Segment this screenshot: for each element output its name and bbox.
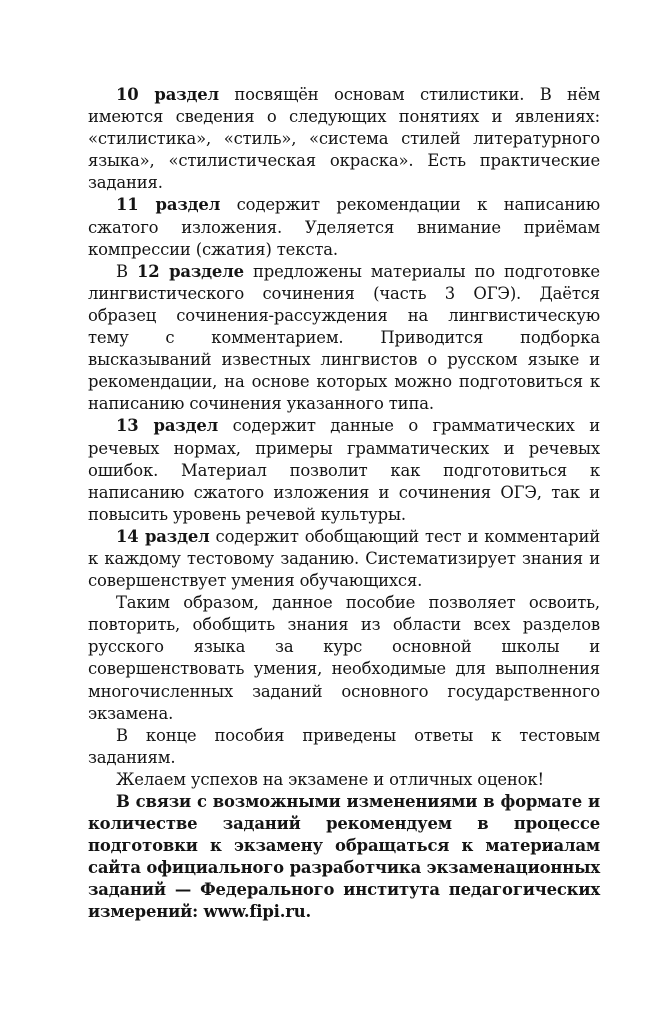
paragraph-section-11 (88, 194, 600, 260)
paragraph-section-12 (88, 261, 600, 416)
section-12-pre: В (116, 261, 137, 281)
section-13-lead: 13 раздел (116, 416, 219, 436)
paragraph-summary: Таким образом, данное пособие позволяет освоить, повторить, обобщить знания из области всех разделов русского языка за курс основной школы и совершенствовать умения, необходимые для выполнения многочисленных заданий основного государственного экзамена. (88, 593, 600, 723)
section-14-lead: 14 раздел (116, 526, 210, 546)
section-11-lead: 11 раздел (116, 195, 221, 215)
paragraph-answers: В конце пособия приведены ответы к тестовым заданиям. (88, 725, 600, 767)
section-11-text: содержит рекомендации к написанию сжатого изложения. Уделяется внимание приёмам компрессии (сжатия) текста. (88, 195, 600, 259)
paragraph-notice: В связи с возможными изменениями в формате и количестве заданий рекомендуем в процессе подготовки к экзамену обращаться к материалам сайта официального разработчика экзаменационных заданий — Федерального института педагогических измерений: www.fipi.ru. (88, 792, 600, 922)
paragraph-wishes: Желаем успехов на экзамене и отличных оценок! (116, 769, 544, 789)
section-12-text: предложены материалы по подготовке лингвистического сочинения (часть 3 ОГЭ). Даётся образец сочинения-рассуждения на лингвистическую тему с комментарием. Приводится подборка высказываний известных лингвистов о русском языке и рекомендации, на основе которых можно подготовиться к написанию сочинения указанного типа. (88, 261, 600, 414)
paragraph-section-10 (88, 84, 600, 194)
section-10-text: посвящён основам стилистики. В нём имеются сведения о следующих понятиях и явлениях: «стилистика», «стиль», «система стилей литературного языка», «стилистическая окраска». Есть практические задания. (88, 85, 600, 193)
paragraph-section-14 (88, 526, 600, 592)
section-10-lead: 10 раздел (116, 85, 219, 104)
page-body (88, 84, 600, 924)
section-12-lead: 12 разделе (136, 261, 244, 281)
section-14-text: содержит обобщающий тест и комментарий к каждому тестовому заданию. Систематизирует знания и совершенствует умения обучающихся. (88, 526, 600, 591)
paragraph-section-13 (88, 415, 600, 525)
section-13-text: содержит данные о грамматических и речевых нормах, примеры грамматических и речевых ошибок. Материал позволит как подготовиться к написанию сжатого изложения и сочинения ОГЭ, так и повысить уровень речевой культуры. (88, 416, 600, 524)
